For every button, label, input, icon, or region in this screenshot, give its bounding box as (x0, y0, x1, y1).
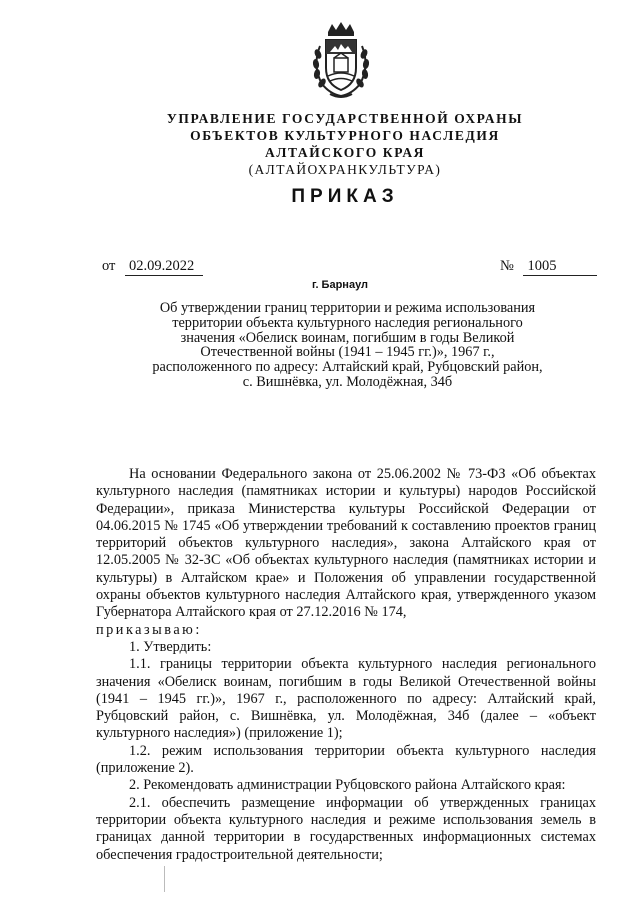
number-prefix: № (500, 258, 514, 274)
scan-mark (164, 866, 165, 892)
document-type-heading: ПРИКАЗ (291, 186, 399, 207)
title-line: Об утверждении границ территории и режима использования (159, 300, 536, 316)
org-name-line-1: УПРАВЛЕНИЕ ГОСУДАРСТВЕННОЙ ОХРАНЫ (166, 111, 524, 126)
order-number: 1005 (523, 258, 597, 276)
title-line: значения «Обелиск воинам, погибшим в годы Великой (180, 329, 515, 346)
org-name-line-2: ОБЪЕКТОВ КУЛЬТУРНОГО НАСЛЕДИЯ (190, 128, 500, 143)
city-name: г. Барнаул (311, 279, 369, 291)
title-line: с. Вишнёвка, ул. Молодёжная, 34б (242, 373, 453, 390)
title-line: Отечественной войны (1941 – 1945 гг.)», 1967 г., (200, 344, 495, 361)
date-prefix: от (102, 258, 116, 274)
number-line (500, 258, 597, 276)
clause-2-1: 2.1. обеспечить размещение информации об утвержденных границах территории объекта культурного наследия и режиме использования земель в границах данной территории в государственных информационных системах обеспечения градостроительной деятельности; (96, 794, 596, 863)
clause-1-2: 1.2. режим использования территории объекта культурного наследия (приложение 2). (96, 742, 596, 777)
title-line: территории объекта культурного наследия регионального (172, 314, 523, 331)
date-line (102, 258, 203, 276)
order-date: 02.09.2022 (125, 258, 203, 276)
preamble-paragraph: На основании Федерального закона от 25.06.2002 № 73-ФЗ «Об объектах культурного наследия (памятниках истории и культуры) народов Российской Федерации», приказа Министерства культуры Российской Федерации от 04.06.2015 № 1745 «Об утверждении требований к составлению проектов границ территорий объектов культурного наследия», закона Алтайского края от 12.05.2005 № 32-ЗС «Об объектах культурного наследия (памятниках истории и культуры) в Алтайском крае» и Положения об управлении государственной охраны объектов культурного наследия Алтайского края, утвержденного указом Губернатора Алтайского края от 27.12.2016 № 174, (96, 466, 596, 621)
title-line: расположенного по адресу: Алтайский край, Рубцовский район, (152, 359, 543, 376)
clause-1-1: 1.1. границы территории объекта культурного наследия регионального значения «Обелиск воинам, погибшим в годы Великой Отечественной войны (1941 – 1945 гг.)», 1967 г., расположенного по адресу: Алтайский край, Рубцовский район, с. Вишнёвка, ул. Молодёжная, 34б (далее – «объект культурного наследия») (приложение 1); (96, 656, 596, 742)
order-body (96, 466, 596, 864)
order-word: приказываю: (96, 621, 202, 638)
org-abbreviation: (АЛТАЙОХРАНКУЛЬТУРА) (248, 162, 442, 177)
org-name-line-3: АЛТАЙСКОГО КРАЯ (264, 145, 426, 160)
coat-of-arms-icon (306, 18, 376, 102)
order-title (140, 301, 555, 390)
clause-1: 1. Утвердить: (129, 638, 212, 655)
clause-2: 2. Рекомендовать администрации Рубцовского района Алтайского края: (129, 777, 566, 794)
